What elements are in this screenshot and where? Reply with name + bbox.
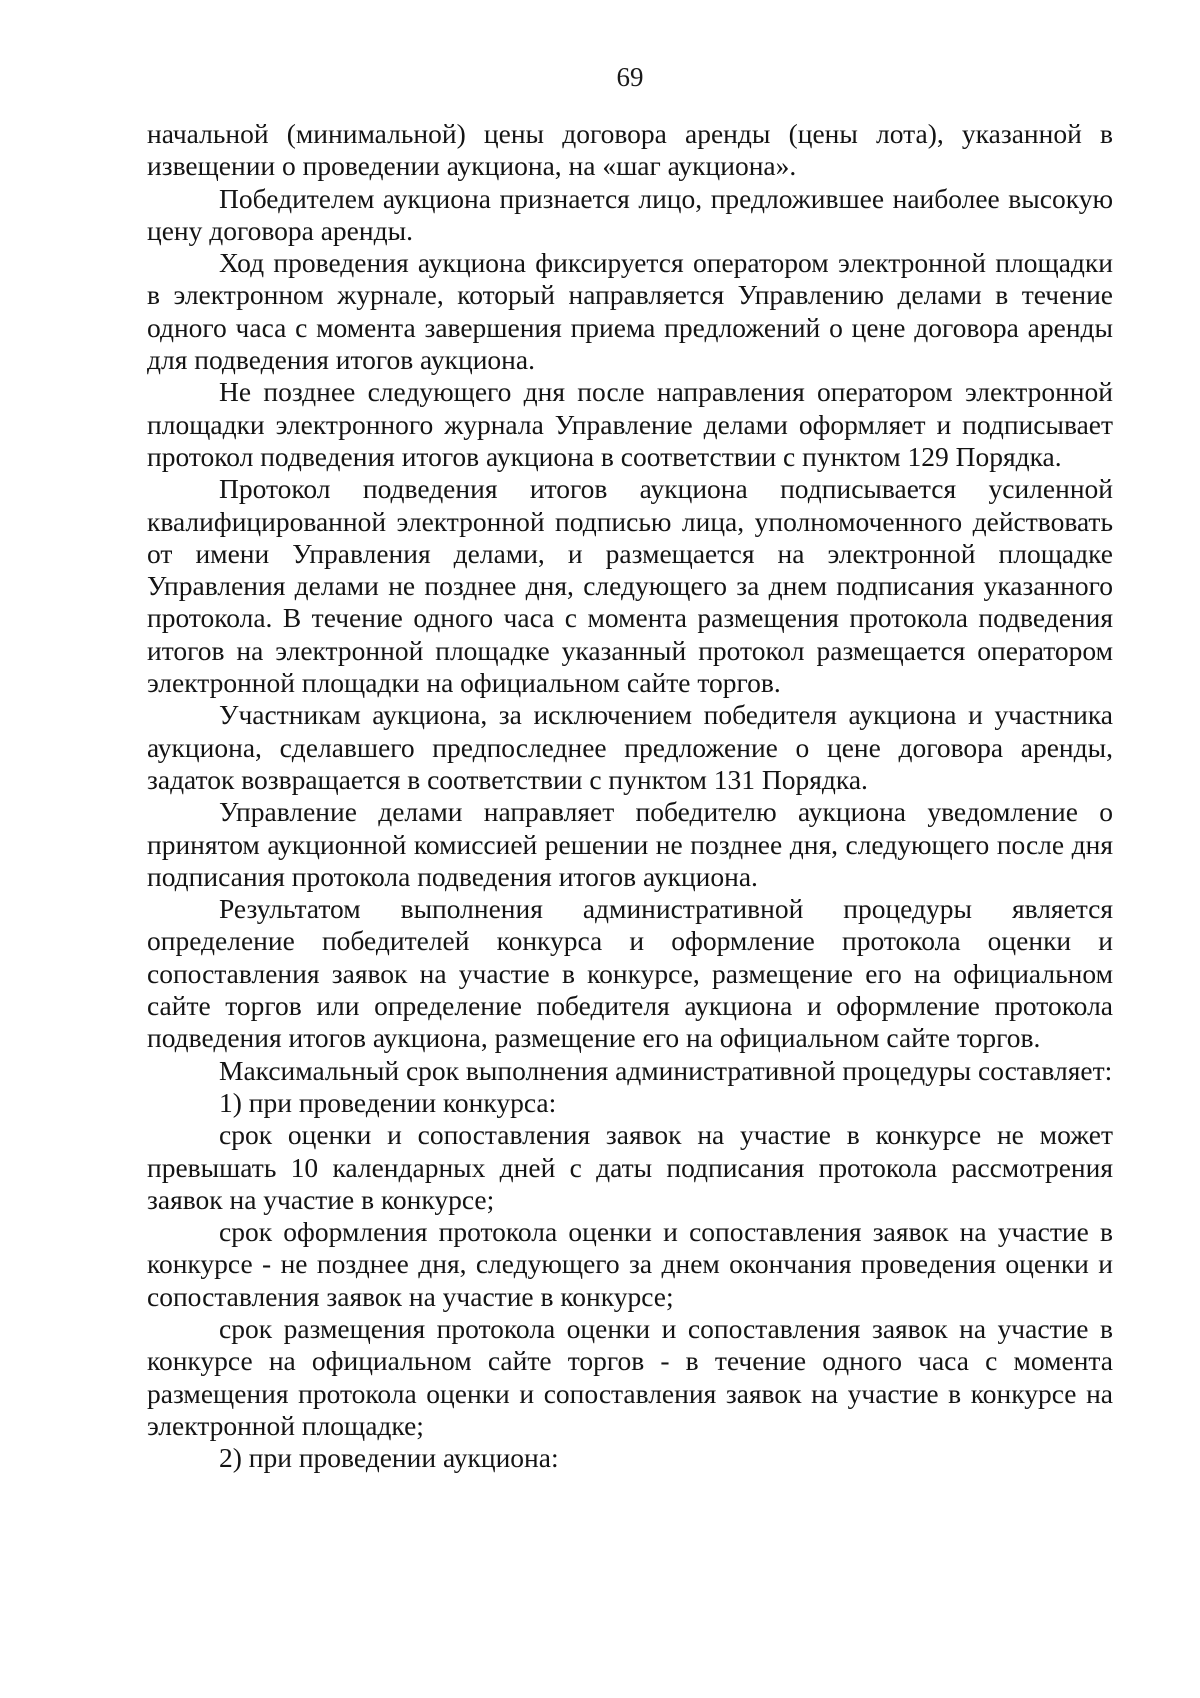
paragraph-evaluation-term: срок оценки и сопоставления заявок на участие в конкурсе не может превышать 10 календарных дней с даты подписания протокола рассмотрения заявок на участие в конкурсе; <box>147 1119 1113 1215</box>
paragraph-procedure-result: Результатом выполнения административной процедуры является определение победителей конкурса и оформление протокола оценки и сопоставления заявок на участие в конкурсе, размещение его на официальном сайте торгов или определение победителя аукциона и оформление протокола подведения итогов аукциона, размещение его на официальном сайте торгов. <box>147 893 1113 1054</box>
paragraph-auction-winner: Победителем аукциона признается лицо, предложившее наиболее высокую цену договора аренды. <box>147 182 1113 246</box>
paragraph-continuation: начальной (минимальной) цены договора аренды (цены лота), указанной в извещении о проведении аукциона, на «шаг аукциона». <box>147 118 1113 182</box>
paragraph-protocol-signing: Протокол подведения итогов аукциона подписывается усиленной квалифицированной электронной подписью лица, уполномоченного действовать от имени Управления делами, и размещается на электронной площадке Управления делами не позднее дня, следующего за днем подписания указанного протокола. В течение одного часа с момента размещения протокола подведения итогов на электронной площадке указанный протокол размещается оператором электронной площадки на официальном сайте торгов. <box>147 473 1113 699</box>
paragraph-max-term: Максимальный срок выполнения административной процедуры составляет: <box>219 1054 1113 1086</box>
paragraph-winner-notice: Управление делами направляет победителю аукциона уведомление о принятом аукционной комиссией решении не позднее дня, следующего после дня подписания протокола подведения итогов аукциона. <box>147 796 1113 892</box>
list-item-contest: 1) при проведении конкурса: <box>219 1086 557 1118</box>
page-number: 69 <box>616 62 644 92</box>
paragraph-deposit-return: Участникам аукциона, за исключением победителя аукциона и участника аукциона, сделавшего предпоследнее предложение о цене договора аренды, задаток возвращается в соответствии с пунктом 131 Порядка. <box>147 699 1113 795</box>
paragraph-protocol-publication-term: срок размещения протокола оценки и сопоставления заявок на участие в конкурсе на официальном сайте торгов - в течение одного часа с момента размещения протокола оценки и сопоставления заявок на участие в конкурсе на электронной площадке; <box>147 1312 1113 1441</box>
paragraph-protocol-drafting-term: срок оформления протокола оценки и сопоставления заявок на участие в конкурсе - не позднее дня, следующего за днем окончания проведения оценки и сопоставления заявок на участие в конкурсе; <box>147 1216 1113 1312</box>
document-body <box>147 118 1113 1474</box>
paragraph-auction-log: Ход проведения аукциона фиксируется оператором электронной площадки в электронном журнале, который направляется Управлению делами в течение одного часа с момента завершения приема предложений о цене договора аренды для подведения итогов аукциона. <box>147 247 1113 376</box>
list-item-auction: 2) при проведении аукциона: <box>219 1442 559 1474</box>
paragraph-results-protocol: Не позднее следующего дня после направления оператором электронной площадки электронного журнала Управление делами оформляет и подписывает протокол подведения итогов аукциона в соответствии с пунктом 129 Порядка. <box>147 376 1113 472</box>
